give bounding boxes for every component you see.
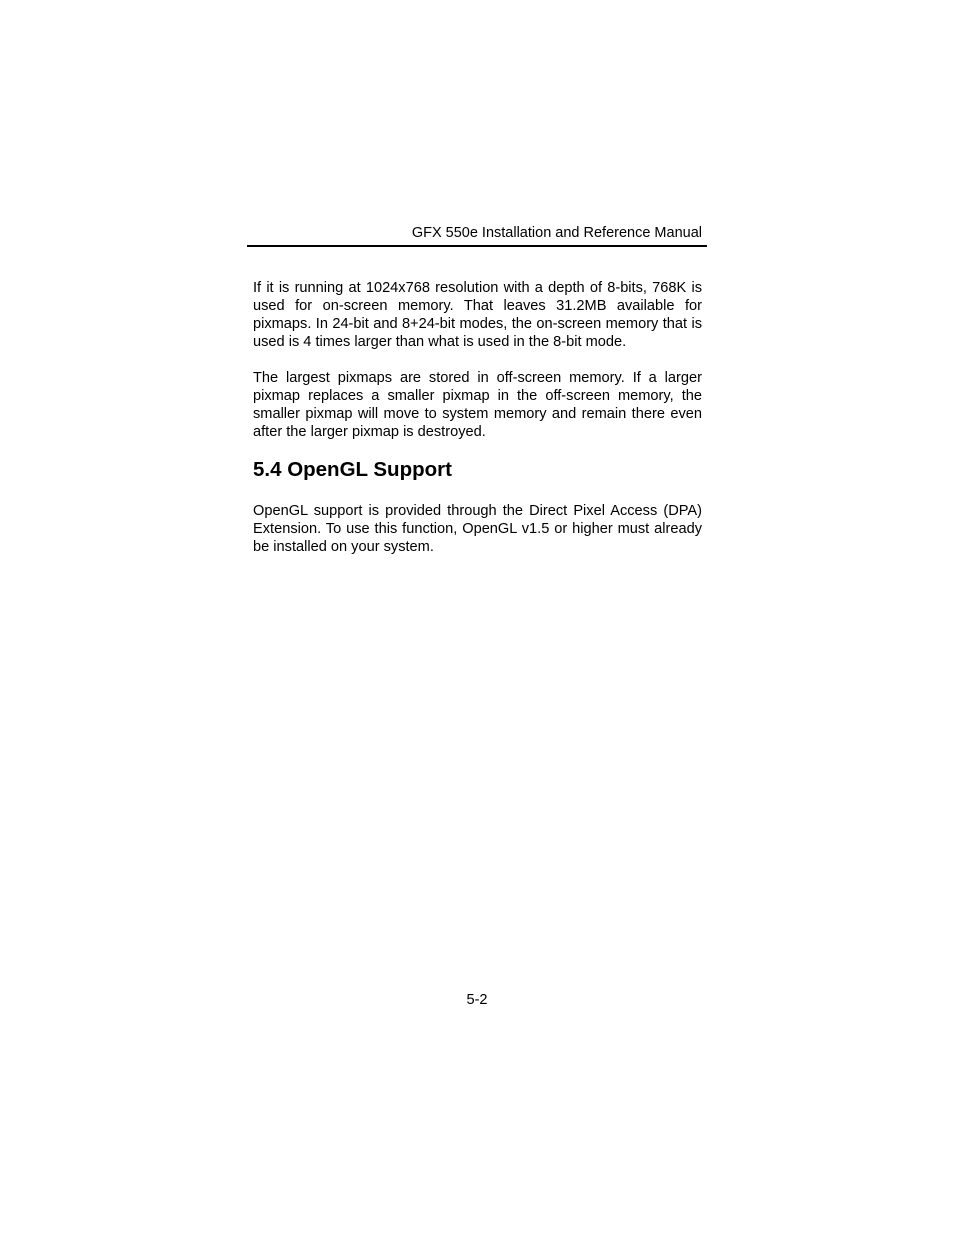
page-number: 5-2 [466,992,488,1008]
paragraph-pixmap-storage: The largest pixmaps are stored in off-screen memory. If a larger pixmap replaces a smaller pixmap in the off-screen memory, the smaller pixmap will move to system memory and remain there even after the larger pixmap is destroyed. [253,370,702,440]
paragraph-memory-usage: If it is running at 1024x768 resolution with a depth of 8-bits, 768K is used for on-screen memory. That leaves 31.2MB available for pixmaps. In 24-bit and 8+24-bit modes, the on-screen memory that is used is 4 times larger than what is used in the 8-bit mode. [253,280,702,350]
header-rule [247,245,707,247]
running-header: GFX 550e Installation and Reference Manual [411,225,702,241]
paragraph-opengl-support: OpenGL support is provided through the Direct Pixel Access (DPA) Extension. To use this function, OpenGL v1.5 or higher must already be installed on your system. [253,503,702,555]
section-heading-opengl-support: 5.4 OpenGL Support [253,458,452,481]
